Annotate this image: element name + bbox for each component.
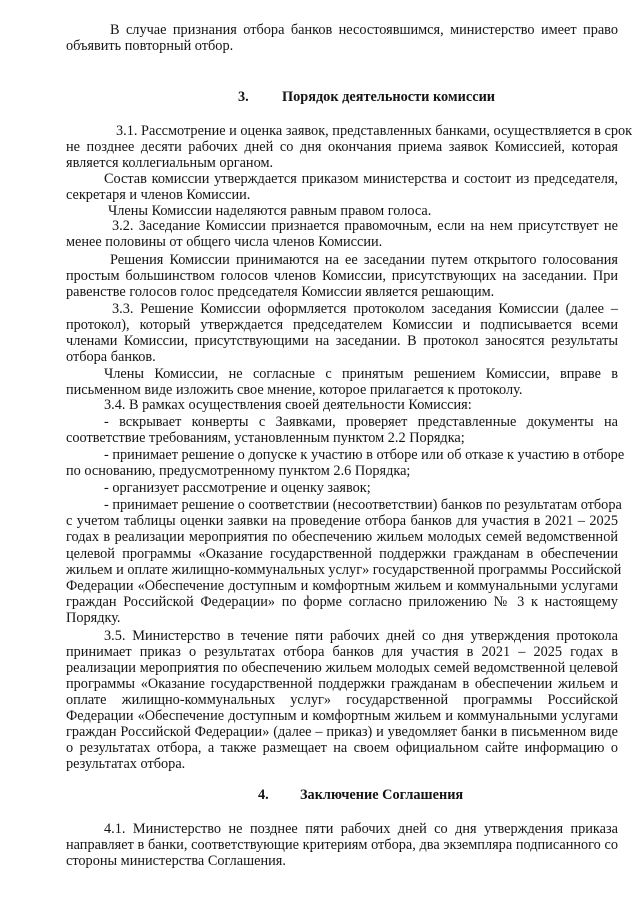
paragraph-line: 4.1. Министерство не позднее пяти рабочих дней со дня утверждения приказа — [104, 821, 618, 837]
paragraph-line: Решения Комиссии принимаются на ее заседании путем открытого голосования — [110, 252, 618, 268]
section-4-title: Заключение Соглашения — [300, 787, 464, 803]
paragraph-line: равенстве голосов голос председателя Комиссии является решающим. — [66, 284, 495, 300]
paragraph-line: годах в реализации мероприятия по обеспечению жильем молодых семей ведомственной — [66, 529, 618, 545]
paragraph-line: программы «Оказание государственной поддержки гражданам в обеспечении жильем и — [66, 676, 618, 692]
paragraph-line: 3.1. Рассмотрение и оценка заявок, представленных банками, осуществляется в срок — [116, 123, 633, 139]
paragraph-line: является коллегиальным органом. — [66, 155, 274, 171]
paragraph-line: 3.5. Министерство в течение пяти рабочих дней со дня утверждения протокола — [104, 628, 618, 644]
paragraph-line: Члены Комиссии наделяются равным правом голоса. — [108, 203, 432, 219]
paragraph-line: 3.3. Решение Комиссии оформляется протоколом заседания Комиссии (далее – — [112, 301, 618, 317]
paragraph-line: о результатах отбора, а также размещает на своем официальном сайте информацию о — [66, 740, 618, 756]
paragraph-line: членами Комиссии, присутствующими на заседании. В протокол заносятся результаты — [66, 333, 618, 349]
paragraph-line: Порядку. — [66, 610, 121, 626]
paragraph-line: менее половины от общего числа членов Комиссии. — [66, 234, 383, 250]
paragraph-line: письменном виде изложить свое мнение, которое прилагается к протоколу. — [66, 382, 523, 398]
paragraph-line: оплате жилищно-коммунальных услуг» государственной программы Российской — [66, 692, 618, 708]
paragraph-line: принимает приказ о результатах отбора банков для участия в 2021 – 2025 годах в — [66, 644, 618, 660]
paragraph-line: направляет в банки, соответствующие критериям отбора, два экземпляра подписанного со — [66, 837, 618, 853]
paragraph-line: Члены Комиссии, не согласные с принятым решением Комиссии, вправе в — [104, 366, 618, 382]
paragraph-line: жильем и оплате жилищно-коммунальных услуг» государственной программы Российской — [66, 562, 622, 578]
intro-line: В случае признания отбора банков несостоявшимся, министерство имеет право — [110, 22, 618, 38]
section-4-number: 4. — [258, 787, 269, 803]
section-3-title: Порядок деятельности комиссии — [282, 89, 496, 105]
paragraph-line: с учетом таблицы оценки заявки на проведение отбора банков для участия в 2021 – 2025 — [66, 513, 618, 529]
paragraph-line: результатах отбора. — [66, 756, 186, 772]
paragraph-line: - принимает решение о соответствии (несоответствии) банков по результатам отбора — [104, 497, 622, 513]
paragraph-line: не позднее десяти рабочих дней со дня окончания приема заявок Комиссией, которая — [66, 139, 618, 155]
paragraph-line: - организует рассмотрение и оценку заявок; — [104, 480, 371, 496]
paragraph-line: 3.4. В рамках осуществления своей деятельности Комиссия: — [104, 397, 472, 413]
paragraph-line: Федерации «Обеспечение доступным и комфортным жильем и коммунальными услугами — [66, 578, 618, 594]
paragraph-line: Состав комиссии утверждается приказом министерства и состоит из председателя, — [104, 171, 618, 187]
paragraph-line: секретаря и членов Комиссии. — [66, 187, 251, 203]
paragraph-line: Федерации «Обеспечение доступным и комфортным жильем и коммунальными услугами — [66, 708, 618, 724]
paragraph-line: 3.2. Заседание Комиссии признается правомочным, если на нем присутствует не — [112, 218, 618, 234]
paragraph-line: граждан Российской Федерации» по форме согласно приложению № 3 к настоящему — [66, 594, 618, 610]
paragraph-line: простым большинством голосов членов Комиссии, присутствующих на заседании. При — [66, 268, 618, 284]
paragraph-line: - принимает решение о допуске к участию в отборе или об отказе к участию в отборе — [104, 447, 625, 463]
paragraph-line: граждан Российской Федерации» (далее – приказ) и уведомляет банки в письменном виде — [66, 724, 618, 740]
paragraph-line: протокол), который утверждается председателем Комиссии и подписывается всеми — [66, 317, 618, 333]
paragraph-line: стороны министерства Соглашения. — [66, 853, 286, 869]
paragraph-line: целевой программы «Оказание государственной поддержки гражданам в обеспечении — [66, 546, 618, 562]
paragraph-line: соответствие требованиям, установленным пунктом 2.2 Порядка; — [66, 430, 465, 446]
paragraph-line: по основанию, предусмотренному пунктом 2.6 Порядка; — [66, 463, 411, 479]
intro-line: объявить повторный отбор. — [66, 38, 234, 54]
paragraph-line: - вскрывает конверты с Заявками, проверяет представленные документы на — [104, 414, 618, 430]
paragraph-line: отбора банков. — [66, 349, 156, 365]
paragraph-line: реализации мероприятия по обеспечению жильем молодых семей ведомственной целевой — [66, 660, 618, 676]
section-3-number: 3. — [238, 89, 249, 105]
